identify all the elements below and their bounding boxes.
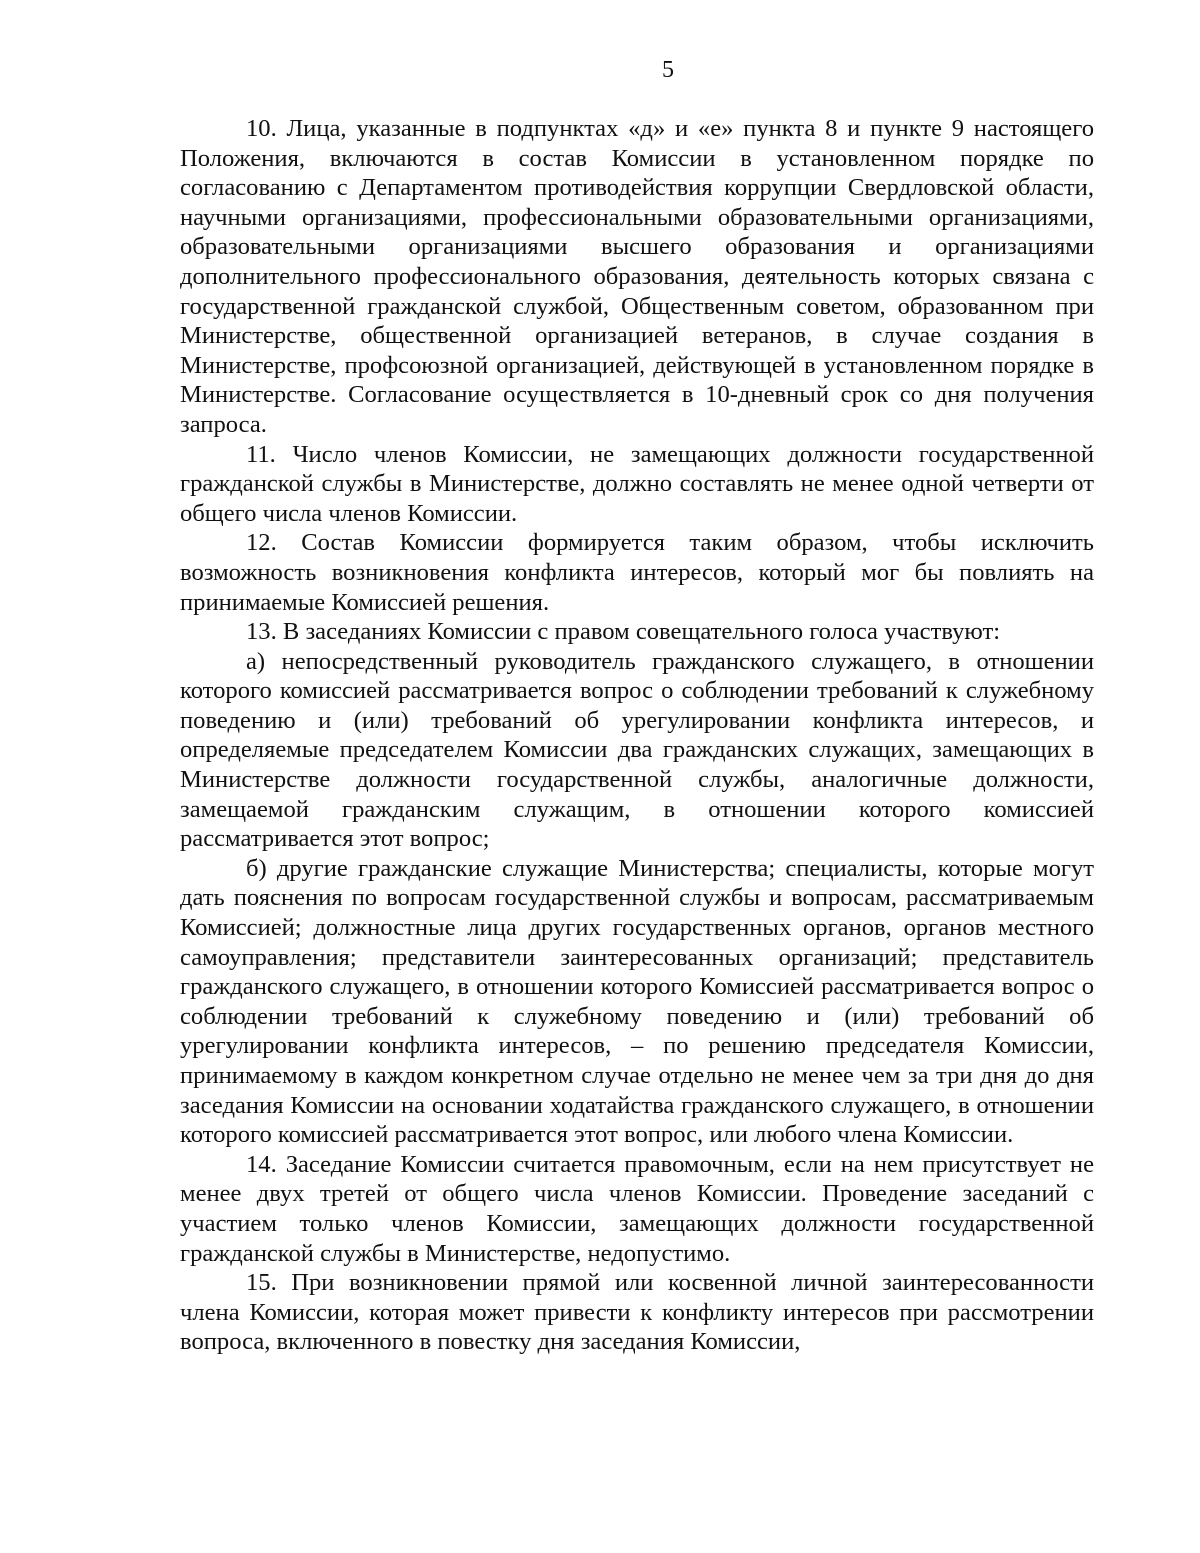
paragraph-11: 11. Число членов Комиссии, не замещающих должности государственной гражданской службы в Министерстве, должно составлять не менее одной четверти от общего числа членов Комиссии.: [180, 440, 1094, 527]
paragraph-14: 14. Заседание Комиссии считается правомочным, если на нем присутствует не менее двух третей от общего числа членов Комиссии. Проведение заседаний с участием только членов Комиссии, замещающих должности государственной гражданской службы в Министерстве, недопустимо.: [180, 1150, 1094, 1267]
paragraph-12: 12. Состав Комиссии формируется таким образом, чтобы исключить возможность возникновения конфликта интересов, который мог бы повлиять на принимаемые Комиссией решения.: [180, 529, 1094, 616]
page-number: 5: [662, 57, 674, 83]
paragraph-13-a: а) непосредственный руководитель гражданского служащего, в отношении которого комиссией рассматривается вопрос о соблюдении требований к служебному поведению и (или) требований об урегулировании конфликта интересов, и определяемые председателем Комиссии два гражданских служащих, замещающих в Министерстве должности государственной службы, аналогичные должности, замещаемой гражданским служащим, в отношении которого комиссией рассматривается этот вопрос;: [180, 647, 1094, 853]
document-body: [180, 114, 1094, 1357]
paragraph-15: 15. При возникновении прямой или косвенной личной заинтересованности члена Комиссии, которая может привести к конфликту интересов при рассмотрении вопроса, включенного в повестку дня заседания Комиссии,: [180, 1269, 1094, 1356]
paragraph-13-b: б) другие гражданские служащие Министерства; специалисты, которые могут дать пояснения по вопросам государственной службы и вопросам, рассматриваемым Комиссией; должностные лица других государственных органов, органов местного самоуправления; представители заинтересованных организаций; представитель гражданского служащего, в отношении которого Комиссией рассматривается вопрос о соблюдении требований к служебному поведению и (или) требований об урегулировании конфликта интересов, – по решению председателя Комиссии, принимаемому в каждом конкретном случае отдельно не менее чем за три дня до дня заседания Комиссии на основании ходатайства гражданского служащего, в отношении которого комиссией рассматривается этот вопрос, или любого члена Комиссии.: [180, 854, 1094, 1149]
paragraph-10: 10. Лица, указанные в подпунктах «д» и «е» пункта 8 и пункте 9 настоящего Положения, включаются в состав Комиссии в установленном порядке по согласованию с Департаментом противодействия коррупции Свердловской области, научными организациями, профессиональными образовательными организациями, образовательными организациями высшего образования и организациями дополнительного профессионального образования, деятельность которых связана с государственной гражданской службой, Общественным советом, образованном при Министерстве, общественной организацией ветеранов, в случае создания в Министерстве, профсоюзной организацией, действующей в установленном порядке в Министерстве. Согласование осуществляется в 10-дневный срок со дня получения запроса.: [180, 115, 1094, 438]
paragraph-13: 13. В заседаниях Комиссии с правом совещательного голоса участвуют:: [246, 618, 1001, 646]
